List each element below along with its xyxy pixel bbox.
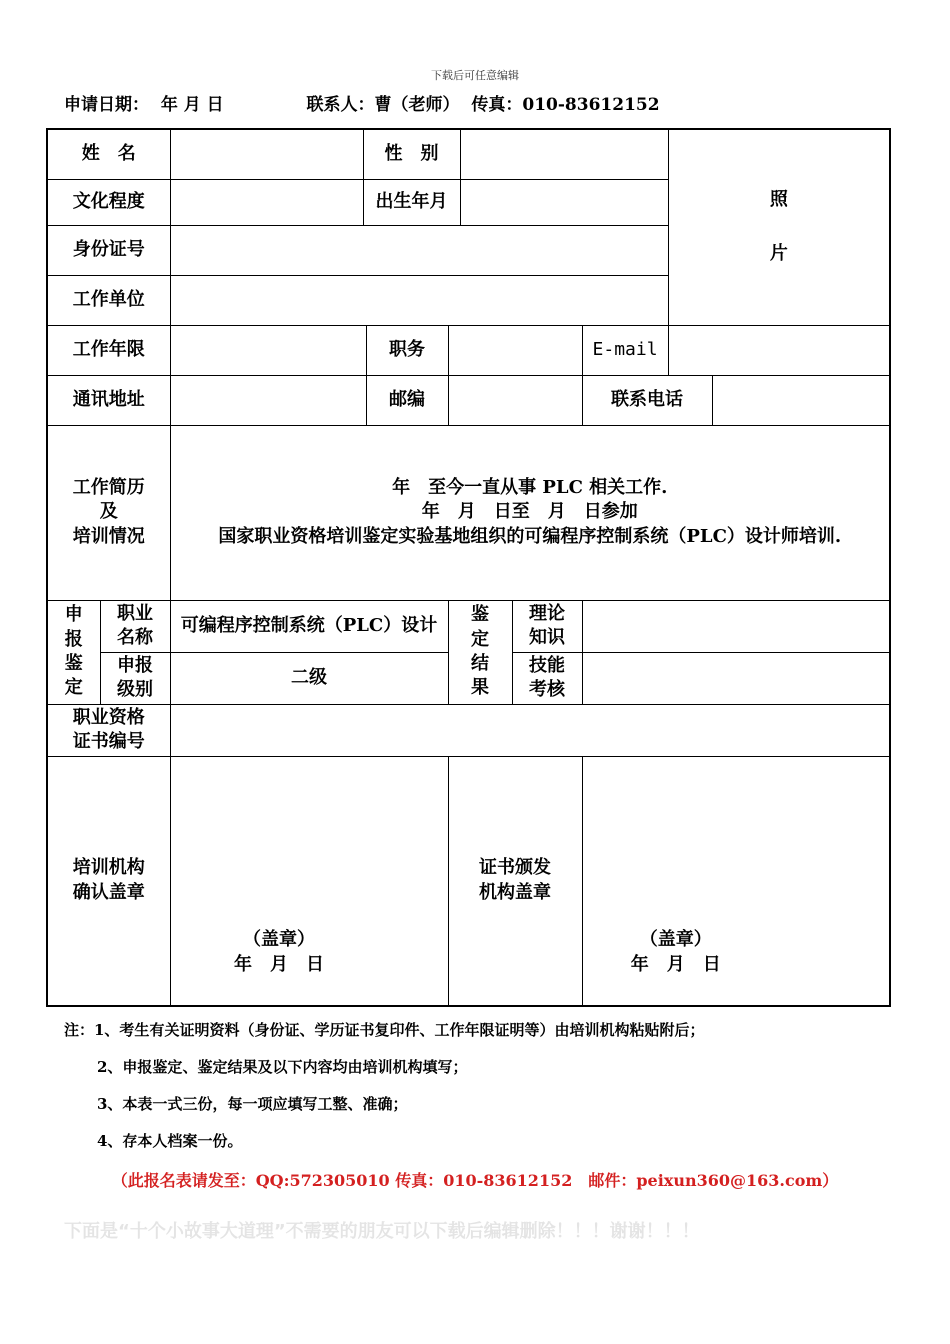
apply-char-1: 申 (64, 604, 83, 626)
cert-no-field[interactable] (170, 704, 890, 756)
email-field[interactable] (668, 325, 890, 375)
training-stamp-label-1: 培训机构 (72, 857, 145, 879)
resume-line-2: 年 月 日至 月 日参加 (421, 501, 638, 523)
level-value[interactable]: 二级 (170, 652, 448, 704)
gender-field[interactable] (460, 129, 668, 179)
skill-label-2: 考核 (529, 679, 566, 700)
issuer-stamp-text: （盖章） (639, 928, 712, 950)
name-label: 姓 名 (47, 129, 170, 179)
result-group-label (448, 600, 512, 704)
email-label: E-mail (582, 325, 668, 375)
level-label-1: 申报 (117, 654, 153, 676)
training-stamp-label-2: 确认盖章 (72, 881, 145, 903)
apply-char-2: 报 (64, 628, 83, 650)
date-value: 年 月 日 (160, 95, 224, 115)
note-1: 注：1、考生有关证明资料（身份证、学历证书复印件、工作年限证明等）由培训机构粘贴附后； (64, 1021, 705, 1039)
header-line (64, 90, 660, 115)
resume-label-1: 工作简历 (72, 477, 145, 499)
photo-box (668, 129, 890, 325)
cert-no-label-2: 证书编号 (72, 731, 145, 752)
resume-content[interactable] (170, 425, 890, 600)
id-label: 身份证号 (47, 225, 170, 275)
apply-group-label (47, 600, 100, 704)
gender-label: 性 别 (363, 129, 460, 179)
cert-no-label (47, 704, 170, 756)
education-field[interactable] (170, 179, 363, 225)
cert-no-label-1: 职业资格 (72, 706, 145, 728)
level-label-2: 级别 (117, 679, 153, 700)
registration-form (46, 128, 891, 1007)
position-label: 职务 (366, 325, 448, 375)
name-field[interactable] (170, 129, 363, 179)
job-name-label-2: 名称 (117, 627, 153, 648)
photo-label-1: 照 (769, 188, 788, 210)
top-note: 下载后可任意编辑 (431, 69, 519, 82)
skill-field[interactable] (582, 652, 890, 704)
notes (64, 1019, 704, 1167)
job-name-label (100, 600, 170, 652)
training-stamp-date: 年 月 日 (234, 953, 324, 975)
employer-field[interactable] (170, 275, 668, 325)
position-field[interactable] (448, 325, 582, 375)
result-char-2: 定 (471, 628, 490, 650)
resume-label-2: 及 (99, 501, 118, 523)
training-stamp-text: （盖章） (243, 928, 315, 950)
years-label: 工作年限 (47, 325, 170, 375)
theory-label (512, 600, 582, 652)
skill-label (512, 652, 582, 704)
birth-label: 出生年月 (363, 179, 460, 225)
date-label: 申请日期： (64, 95, 149, 115)
result-char-1: 鉴 (471, 604, 490, 626)
id-field[interactable] (170, 225, 668, 275)
employer-label: 工作单位 (47, 275, 170, 325)
fax-text: 传真：010-83612152 (471, 95, 660, 115)
contact-text: 联系人：曹（老师） (306, 95, 460, 115)
apply-char-4: 定 (64, 677, 83, 699)
phone-field[interactable] (712, 375, 890, 425)
postcode-field[interactable] (448, 375, 582, 425)
phone-label: 联系电话 (582, 375, 712, 425)
issuer-stamp-area[interactable] (582, 756, 890, 1006)
resume-line-3: 国家职业资格培训鉴定实验基地组织的可编程序控制系统（PLC）设计师培训. (218, 525, 842, 547)
theory-label-1: 理论 (529, 602, 566, 624)
footer-text: 下面是“十个小故事大道理”不需要的朋友可以下载后编辑删除！！！谢谢！！！ (64, 1221, 700, 1242)
postcode-label: 邮编 (366, 375, 448, 425)
skill-label-1: 技能 (529, 654, 566, 676)
result-char-3: 结 (471, 653, 490, 674)
address-field[interactable] (170, 375, 366, 425)
resume-label (47, 425, 170, 600)
issuer-label-2: 机构盖章 (479, 881, 552, 903)
apply-char-3: 鉴 (64, 653, 83, 674)
resume-label-3: 培训情况 (72, 525, 145, 547)
issuer-stamp-date: 年 月 日 (630, 953, 721, 975)
job-name-value[interactable]: 可编程序控制系统（PLC）设计 (170, 600, 448, 652)
job-name-label-1: 职业 (117, 602, 153, 624)
theory-label-2: 知识 (529, 627, 566, 648)
note-2: 2、申报鉴定、鉴定结果及以下内容均由培训机构填写； (97, 1058, 468, 1076)
level-label (100, 652, 170, 704)
theory-field[interactable] (582, 600, 890, 652)
note-4: 4、存本人档案一份。 (97, 1132, 243, 1150)
note-3: 3、本表一式三份，每一项应填写工整、准确； (97, 1095, 408, 1113)
address-label: 通讯地址 (47, 375, 170, 425)
issuer-label-1: 证书颁发 (479, 857, 552, 879)
training-stamp-area[interactable] (170, 756, 448, 1006)
result-char-4: 果 (471, 677, 490, 699)
education-label: 文化程度 (47, 179, 170, 225)
photo-label-2: 片 (769, 243, 788, 265)
send-to-line: （此报名表请发至：QQ:572305010 传真：010-83612152 邮件：peixun360@163.com） (111, 1171, 839, 1190)
resume-line-1: 年 至今一直从事 PLC 相关工作. (392, 477, 668, 499)
years-field[interactable] (170, 325, 366, 375)
birth-field[interactable] (460, 179, 668, 225)
